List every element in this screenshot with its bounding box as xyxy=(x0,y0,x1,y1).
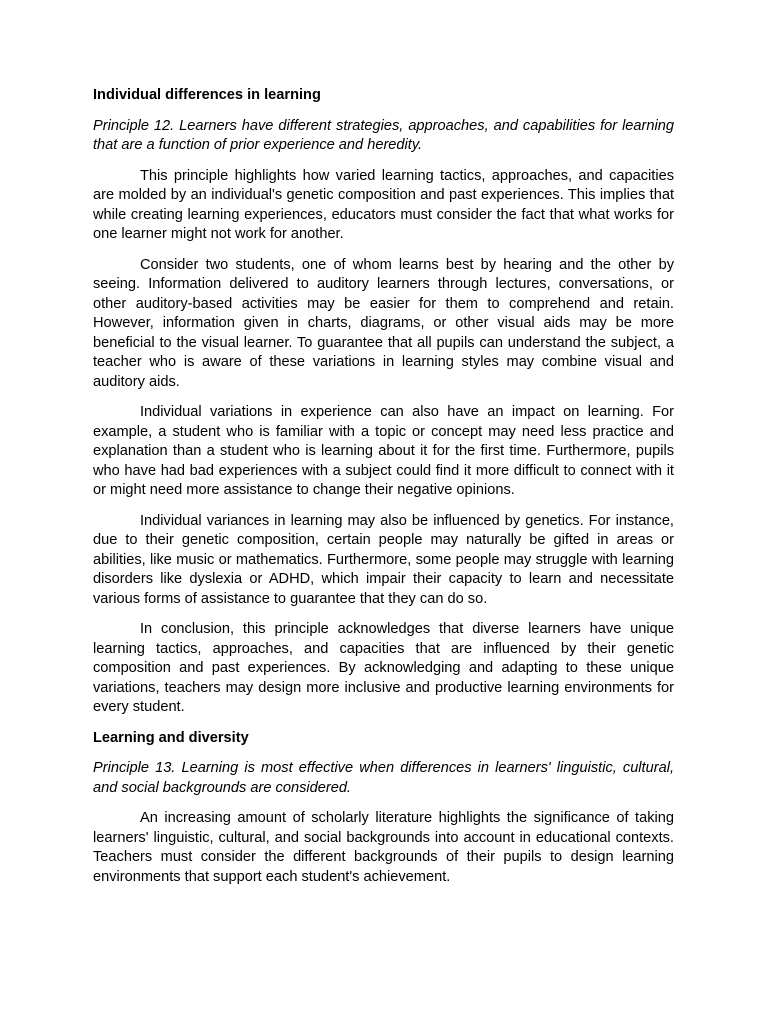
paragraph: In conclusion, this principle acknowledges that diverse learners have unique learning tactics, approaches, and capacities that are influenced by their genetic composition and past experiences. By acknowledging and adapting to these unique variations, teachers may design more inclusive and productive learning environments for every student. xyxy=(93,621,674,715)
paragraph: Consider two students, one of whom learns best by hearing and the other by seeing. Information delivered to auditory learners through lectures, conversations, or other auditory-based activities may be easier for them to comprehend and retain. However, information given in charts, diagrams, or other visual aids may be more beneficial to the visual learner. To guarantee that all pupils can understand the subject, a teacher who is aware of these variations in learning styles may combine visual and auditory aids. xyxy=(93,256,674,390)
principle-12: Principle 12. Learners have different strategies, approaches, and capabilities for learning that are a function of prior experience and heredity. xyxy=(93,117,674,153)
principle-13: Principle 13. Learning is most effective when differences in learners' linguistic, cultural, and social backgrounds are considered. xyxy=(93,760,674,796)
paragraph: This principle highlights how varied learning tactics, approaches, and capacities are molded by an individual's genetic composition and past experiences. This implies that while creating learning experiences, educators must consider the fact that what works for one learner might not work for another. xyxy=(93,167,674,242)
paragraph: An increasing amount of scholarly literature highlights the significance of taking learners' linguistic, cultural, and social backgrounds into account in educational contexts. Teachers must consider the different backgrounds of their pupils to design learning environments that support each student's achievement. xyxy=(93,810,674,885)
paragraph: Individual variances in learning may also be influenced by genetics. For instance, due to their genetic composition, certain people may naturally be gifted in areas or abilities, like music or mathematics. Furthermore, some people may struggle with learning disorders like dyslexia or ADHD, which impair their capacity to learn and necessitate various forms of assistance to guarantee that they can do so. xyxy=(93,512,674,607)
paragraph: Individual variations in experience can also have an impact on learning. For example, a student who is familiar with a topic or concept may need less practice and explanation than a student who is learning about it for the first time. Furthermore, pupils who have had bad experiences with a subject could find it more difficult to connect with it or might need more assistance to change their negative opinions. xyxy=(93,404,674,498)
document-page xyxy=(93,86,674,898)
section-heading-individual-differences: Individual differences in learning xyxy=(93,87,321,103)
section-heading-learning-diversity: Learning and diversity xyxy=(93,729,249,746)
